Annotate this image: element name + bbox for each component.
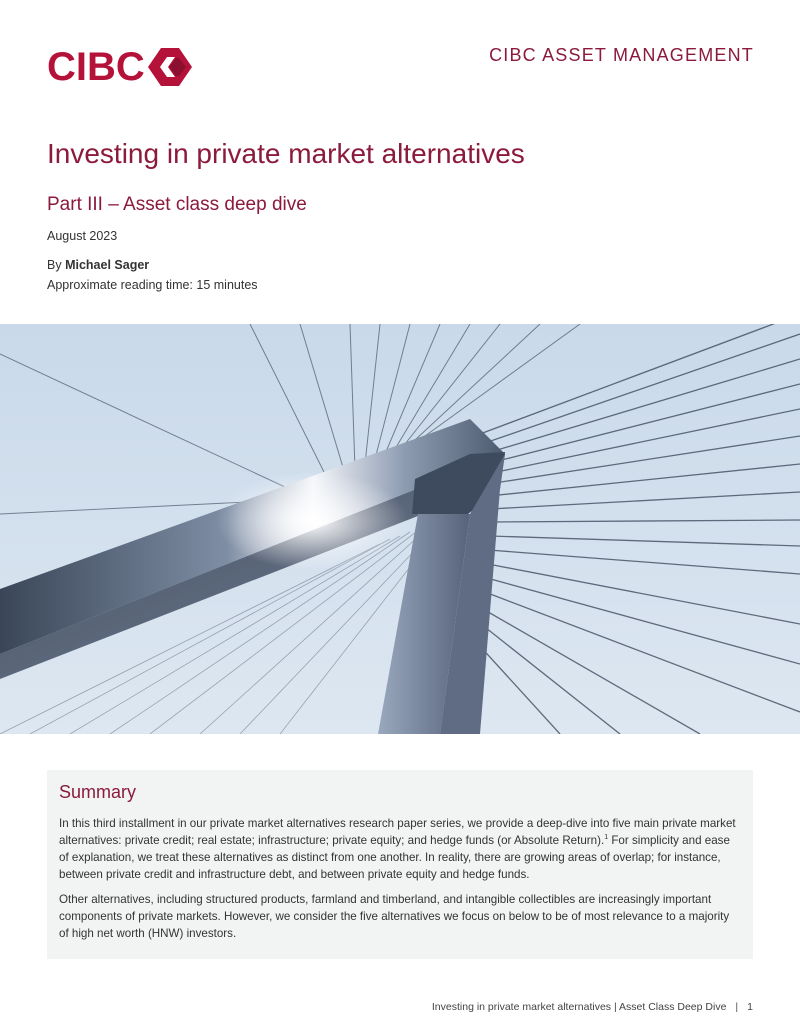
summary-box bbox=[47, 770, 753, 959]
byline bbox=[47, 258, 149, 272]
footnote-ref[interactable]: 1 bbox=[604, 834, 609, 842]
summary-paragraph-1-text: In this third installment in our private market alternatives research paper series, we provide a deep-dive into five main private market alternatives: private credit; real estate; infrastructure; private equity; and hedge funds (or Absolute Return). bbox=[59, 817, 736, 847]
cibc-chevron-icon bbox=[148, 46, 192, 88]
footer-doc-label: Investing in private market alternatives | Asset Class Deep Dive bbox=[431, 1001, 727, 1013]
summary-paragraph-2: Other alternatives, including structured products, farmland and timberland, and intangible collectibles are increasingly important components of private markets. However, we consider the five alternatives we focus on below to be of most relevance to a majority of high net worth (HNW) investors. bbox=[59, 893, 730, 940]
page-number: 1 bbox=[747, 1001, 753, 1013]
by-prefix: By bbox=[47, 258, 62, 272]
reading-time: Approximate reading time: 15 minutes bbox=[47, 278, 258, 292]
page-subtitle: Part III – Asset class deep dive bbox=[47, 194, 307, 215]
page-footer bbox=[432, 1001, 753, 1013]
cable-stayed-bridge-photo-icon bbox=[0, 324, 800, 734]
cibc-logo bbox=[47, 46, 192, 88]
footer-separator: | bbox=[735, 1001, 739, 1013]
logo-wordmark: CIBC bbox=[47, 45, 145, 89]
bridge-hero-image bbox=[0, 324, 800, 734]
author-name: Michael Sager bbox=[65, 258, 150, 272]
page-title: Investing in private market alternatives bbox=[47, 138, 525, 169]
summary-paragraph-1-rest: For simplicity and ease of explanation, we treat these alternatives as distinct from one another. In reality, there are growing areas of overlap; for instance, between private credit and infrastructure debt, and between private equity and hedge funds. bbox=[59, 834, 730, 881]
division-name: CIBC ASSET MANAGEMENT bbox=[489, 45, 754, 65]
summary-paragraph-1 bbox=[59, 815, 741, 883]
summary-heading: Summary bbox=[59, 782, 137, 802]
publication-date: August 2023 bbox=[47, 229, 118, 243]
